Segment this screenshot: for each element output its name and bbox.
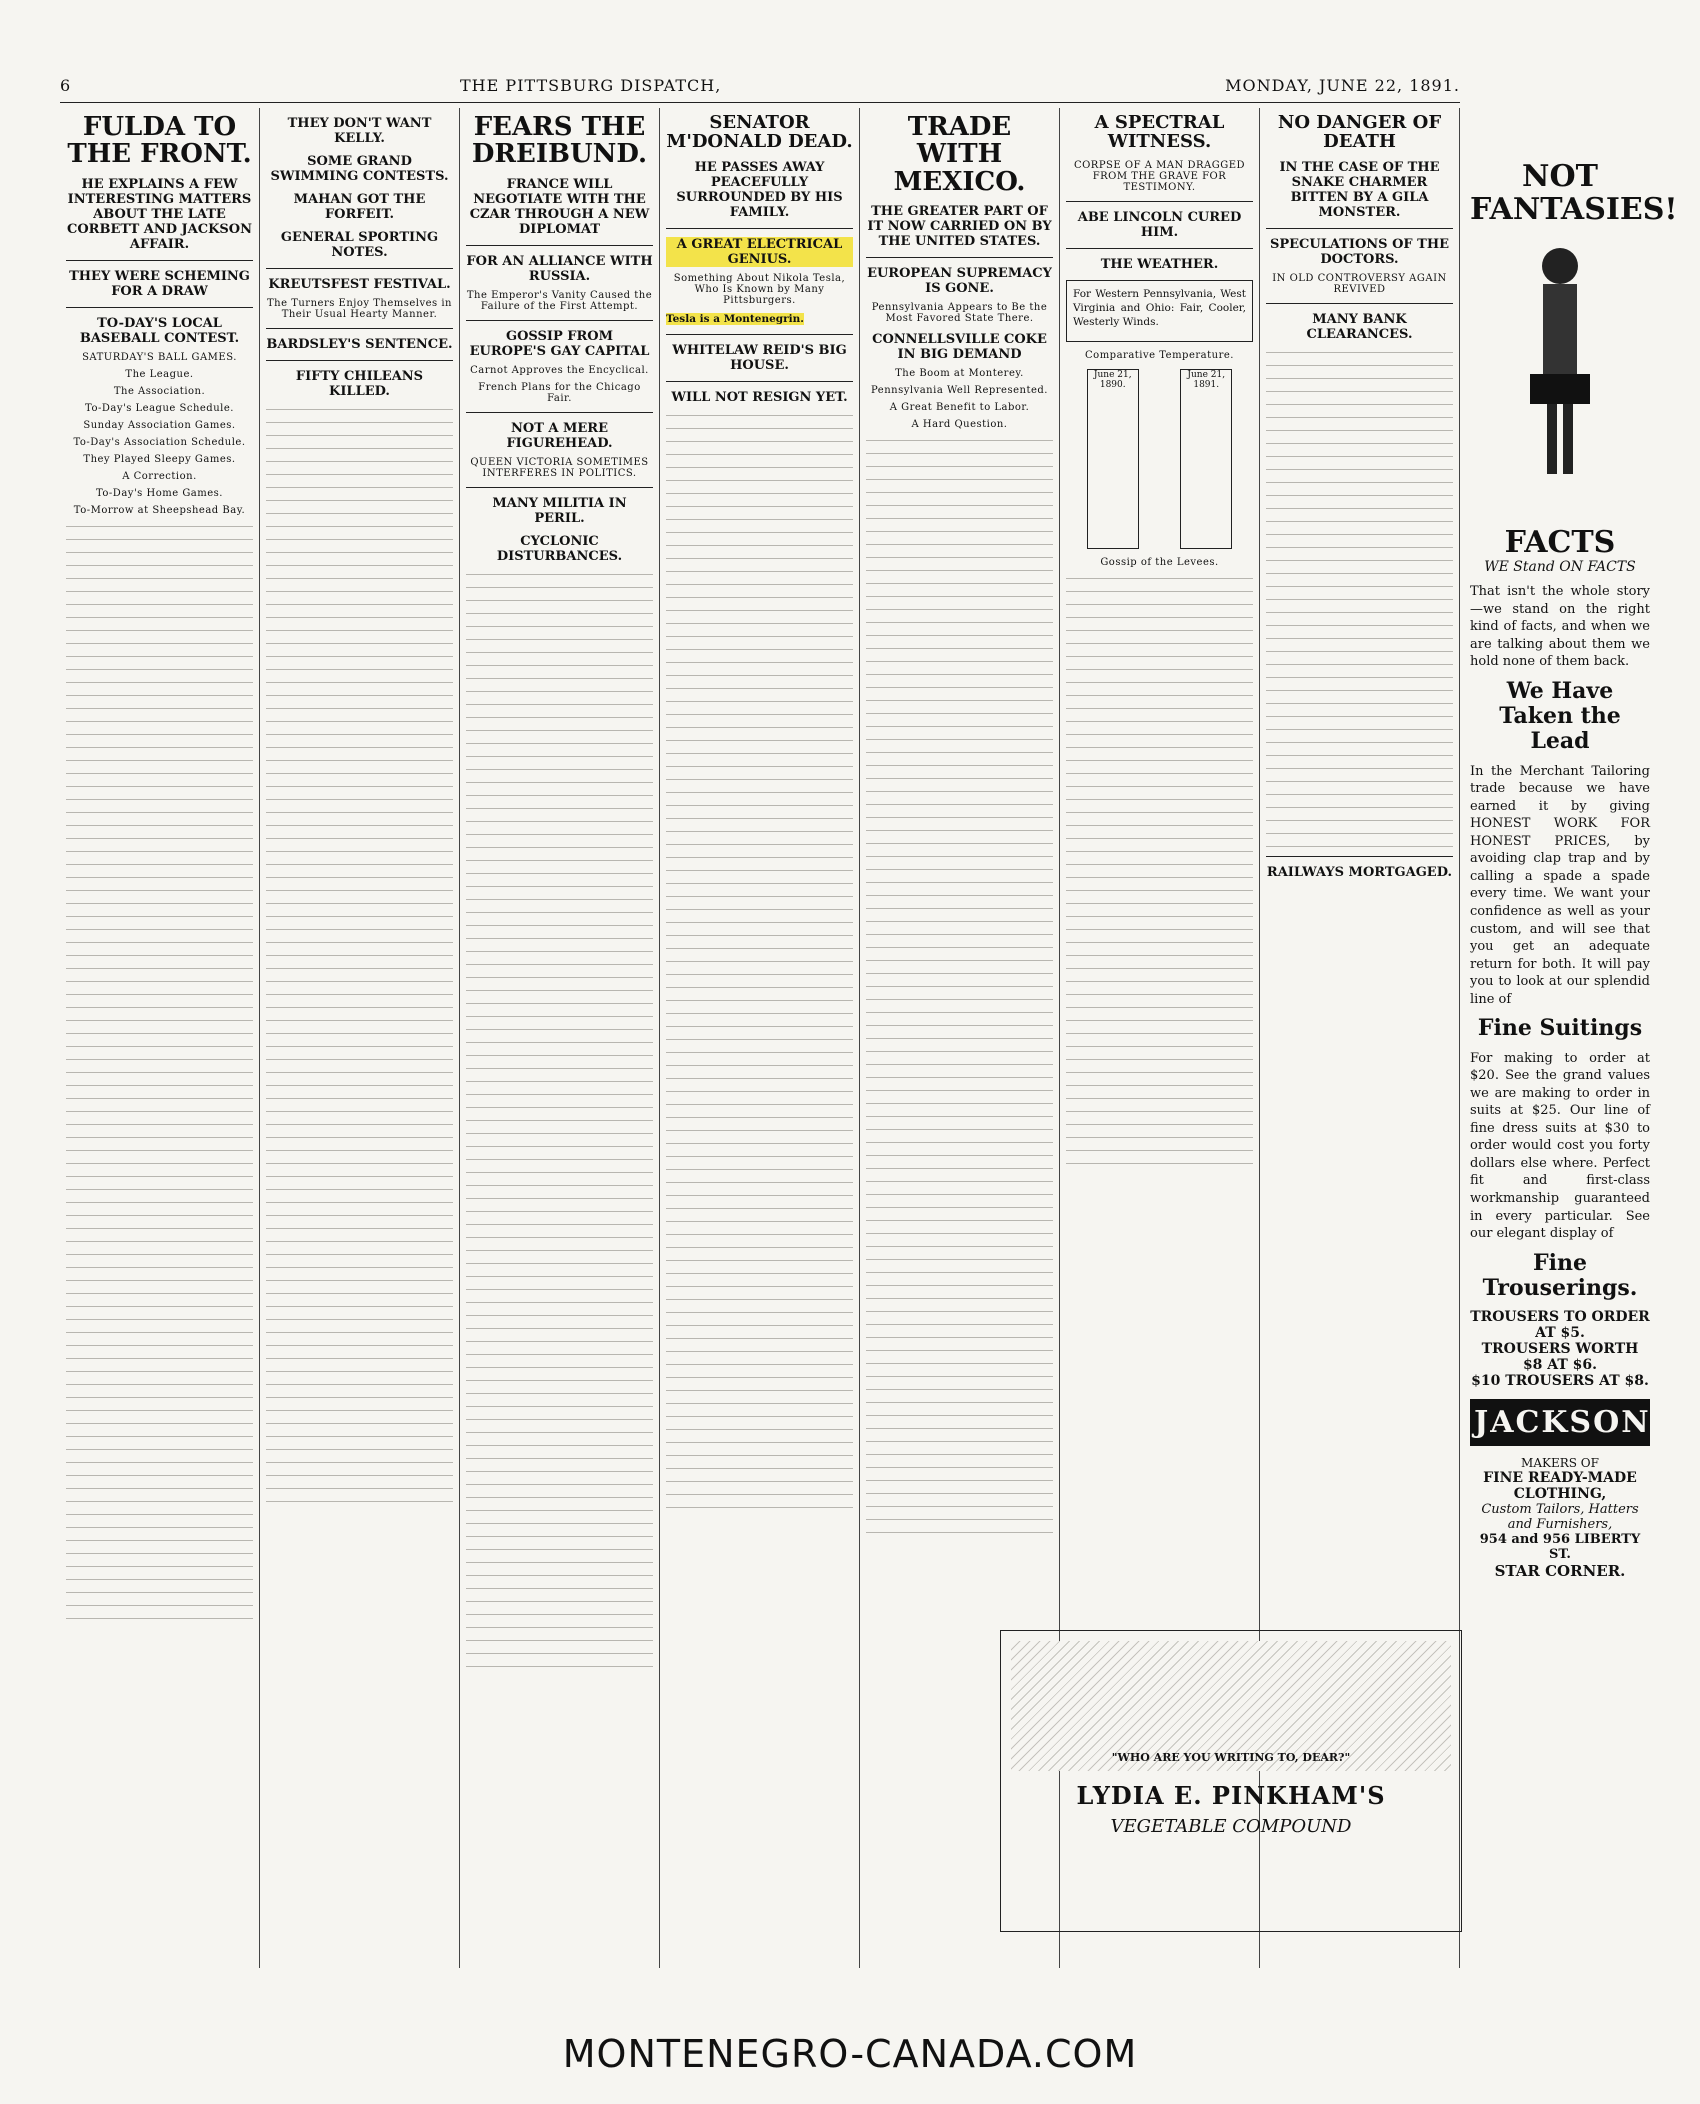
section-heading: MANY MILITIA IN PERIL. bbox=[492, 495, 627, 526]
ad-trouser-offer-1: TROUSERS TO ORDER AT $5. bbox=[1470, 1309, 1650, 1342]
article-heading: FEARS THE DREIBUND. bbox=[471, 112, 648, 170]
pinkham-name: LYDIA E. PINKHAM'S bbox=[1076, 1781, 1386, 1810]
section-heading: KREUTSFEST FESTIVAL. bbox=[268, 277, 451, 292]
section-heading: To-Day's Home Games. bbox=[96, 487, 223, 499]
article-heading: FULDA TO THE FRONT. bbox=[67, 112, 252, 170]
section-heading: RAILWAYS MORTGAGED. bbox=[1266, 864, 1453, 880]
article-subhead: IN THE CASE OF THE SNAKE CHARMER BITTEN BY A GILA MONSTER. bbox=[1279, 159, 1440, 220]
section-heading: To-Morrow at Sheepshead Bay. bbox=[73, 504, 246, 516]
section-heading: The League. bbox=[125, 368, 194, 380]
section-heading: CYCLONIC DISTURBANCES. bbox=[496, 533, 623, 564]
ad-fantasies: FANTASIES! bbox=[1470, 192, 1678, 227]
article-subhead: CORPSE OF A MAN DRAGGED FROM THE GRAVE FOR TESTIMONY. bbox=[1073, 159, 1246, 193]
section-heading: A Hard Question. bbox=[911, 418, 1008, 430]
body-text-block bbox=[666, 411, 853, 1511]
section-heading: Carnot Approves the Encyclical. bbox=[470, 364, 649, 376]
pinkham-caption: "WHO ARE YOU WRITING TO, DEAR?" bbox=[1111, 1751, 1351, 1764]
article-subhead: FRANCE WILL NEGOTIATE WITH THE CZAR THROUGH A NEW DIPLOMAT bbox=[469, 176, 650, 237]
article-subhead: THE GREATER PART OF IT NOW CARRIED ON BY THE UNITED STATES. bbox=[867, 203, 1052, 249]
section-heading: To-Day's Association Schedule. bbox=[73, 436, 246, 448]
column-1 bbox=[60, 108, 260, 1968]
ad-address: 954 and 956 LIBERTY ST. bbox=[1479, 1532, 1641, 1563]
ad-tailors: Custom Tailors, Hatters and Furnishers, bbox=[1481, 1502, 1639, 1533]
watermark-text: MONTENEGRO-CANADA.COM bbox=[562, 2032, 1138, 2076]
article-heading: A SPECTRAL WITNESS. bbox=[1094, 112, 1225, 152]
section-heading: French Plans for the Chicago Fair. bbox=[478, 381, 641, 404]
tailor-figure-illustration bbox=[1485, 236, 1635, 516]
thermometer-1890 bbox=[1087, 369, 1139, 549]
section-heading: WHITELAW REID'S BIG HOUSE. bbox=[672, 342, 847, 373]
section-heading: SATURDAY'S BALL GAMES. bbox=[82, 351, 237, 363]
article-subhead: FOR AN ALLIANCE WITH RUSSIA. bbox=[466, 253, 653, 284]
body-text-block bbox=[1266, 348, 1453, 848]
section-heading: BARDSLEY'S SENTENCE. bbox=[266, 337, 453, 352]
section-heading: NOT A MERE FIGUREHEAD. bbox=[506, 420, 613, 451]
ad-intro: That isn't the whole story—we stand on the right kind of facts, and when we are talking about them we hold none of them back. bbox=[1470, 584, 1650, 670]
section-heading: To-Day's League Schedule. bbox=[85, 402, 234, 414]
article-heading: NO DANGER OF DEATH bbox=[1277, 112, 1442, 152]
section-heading: Comparative Temperature. bbox=[1085, 350, 1234, 362]
article-subhead: GENERAL SPORTING NOTES. bbox=[280, 230, 439, 260]
weather-forecast-text: For Western Pennsylvania, West Virginia and Ohio: Fair, Cooler, Westerly Winds. bbox=[1073, 287, 1246, 329]
thermometer-label: June 21, 1891. bbox=[1187, 370, 1226, 391]
page-number: 6 bbox=[60, 76, 72, 95]
article-subhead: HE PASSES AWAY PEACEFULLY SURROUNDED BY HIS FAMILY. bbox=[676, 159, 843, 220]
section-heading: THE WEATHER. bbox=[1100, 256, 1219, 272]
ad-not: NOT bbox=[1522, 159, 1598, 194]
article-subhead: THEY WERE SCHEMING FOR A DRAW bbox=[69, 268, 250, 299]
highlighted-phrase: Tesla is a Montenegrin. bbox=[666, 312, 804, 325]
ad-facts: FACTS bbox=[1504, 525, 1616, 560]
tesla-heading-highlight: A GREAT ELECTRICAL GENIUS. bbox=[666, 237, 853, 267]
man-holding-facts-icon bbox=[1485, 236, 1635, 516]
ad-lead: We Have Taken the Lead bbox=[1499, 677, 1621, 755]
section-heading: The Turners Enjoy Themselves in Their Usual Hearty Manner. bbox=[266, 298, 452, 320]
ad-trouserings: Fine Trouserings. bbox=[1482, 1249, 1638, 1301]
article-subhead: EUROPEAN SUPREMACY IS GONE. bbox=[867, 265, 1052, 296]
ad-corner: STAR CORNER. bbox=[1494, 1562, 1626, 1581]
section-heading: Gossip of the Levees. bbox=[1100, 557, 1219, 569]
article-subhead: SPECULATIONS OF THE DOCTORS. bbox=[1269, 236, 1450, 267]
body-text-block bbox=[466, 570, 653, 1670]
column-4 bbox=[660, 108, 860, 1968]
article-heading: TRADE WITH MEXICO. bbox=[893, 112, 1026, 197]
newspaper-title: THE PITTSBURG DISPATCH, bbox=[460, 76, 722, 95]
article-subhead: The Emperor's Vanity Caused the Failure of the First Attempt. bbox=[466, 289, 653, 312]
body-text-block bbox=[66, 522, 253, 1622]
article-subhead: MAHAN GOT THE FORFEIT. bbox=[293, 192, 426, 222]
article-subhead: HE EXPLAINS A FEW INTERESTING MATTERS ABOUT THE LATE CORBETT AND JACKSON AFFAIR. bbox=[66, 176, 253, 252]
article-subhead: TO-DAY'S LOCAL BASEBALL CONTEST. bbox=[79, 315, 240, 346]
article-subhead: SOME GRAND SWIMMING CONTESTS. bbox=[270, 154, 449, 184]
tesla-paragraph bbox=[666, 312, 853, 326]
section-heading bbox=[666, 237, 853, 267]
weather-forecast bbox=[1066, 280, 1253, 343]
section-heading: FIFTY CHILEANS KILLED. bbox=[295, 369, 424, 399]
body-text-block bbox=[1066, 574, 1253, 1174]
thermometer-1891 bbox=[1180, 369, 1232, 549]
section-heading: A Great Benefit to Labor. bbox=[889, 401, 1030, 413]
section-heading: Sunday Association Games. bbox=[83, 419, 236, 431]
section-heading: The Boom at Monterey. bbox=[895, 367, 1024, 379]
ad-suitings-body: For making to order at $20. See the grand values we are making to order in suits at $25. Our line of fine dress suits at $30 to order would cost you forty dollars else where. Perfect fit and first-class workmanship guaranteed in every particular. See our elegant display of bbox=[1470, 1050, 1650, 1242]
section-heading: QUEEN VICTORIA SOMETIMES INTERFERES IN POLITICS. bbox=[470, 456, 649, 479]
section-heading: They Played Sleepy Games. bbox=[83, 453, 236, 465]
ad-suitings: Fine Suitings bbox=[1477, 1015, 1643, 1042]
issue-date: MONDAY, JUNE 22, 1891. bbox=[1225, 76, 1460, 95]
section-heading: Something About Nikola Tesla, Who Is Known by Many Pittsburgers. bbox=[673, 272, 846, 306]
masthead bbox=[60, 72, 1460, 103]
section-heading: MANY BANK CLEARANCES. bbox=[1306, 311, 1413, 342]
article-heading: SENATOR M'DONALD DEAD. bbox=[666, 112, 853, 152]
body-text-block bbox=[266, 405, 453, 1505]
ad-brand-logo: JACKSONS bbox=[1470, 1399, 1650, 1446]
pinkham-advertisement bbox=[1000, 1630, 1462, 1932]
thermometer-label: June 21, 1890. bbox=[1093, 370, 1132, 391]
ad-clothing: FINE READY-MADE CLOTHING, bbox=[1483, 1470, 1637, 1503]
ad-lead-body: In the Merchant Tailoring trade because we have earned it by giving HONEST WORK FOR HONEST PRICES, by avoiding clap trap and by calling a spade a spade every time. We want your confidence as well as your custom, and will see that you get an adequate return for both. It will pay you to look at our splendid line of bbox=[1470, 763, 1650, 1007]
section-heading: WILL NOT RESIGN YET. bbox=[671, 389, 848, 405]
section-heading: Pennsylvania Well Represented. bbox=[871, 384, 1048, 396]
article-subhead: IN OLD CONTROVERSY AGAIN REVIVED bbox=[1272, 272, 1447, 295]
body-text-block bbox=[866, 436, 1053, 1536]
ad-makers: MAKERS OF bbox=[1521, 1456, 1599, 1471]
article-subhead: CONNELLSVILLE COKE IN BIG DEMAND bbox=[872, 331, 1047, 362]
article-subhead: Pennsylvania Appears to Be the Most Favored State There. bbox=[871, 301, 1048, 324]
section-heading: ABE LINCOLN CURED HIM. bbox=[1077, 209, 1242, 240]
section-heading: A Correction. bbox=[122, 470, 197, 482]
column-2 bbox=[260, 108, 460, 1968]
temperature-chart bbox=[1066, 369, 1253, 549]
article-subhead: GOSSIP FROM EUROPE'S GAY CAPITAL bbox=[469, 328, 650, 359]
article-heading: THEY DON'T WANT KELLY. bbox=[287, 116, 432, 146]
ad-trouser-offer-3: $10 TROUSERS AT $8. bbox=[1471, 1373, 1649, 1390]
jacksons-advertisement bbox=[1470, 159, 1678, 1581]
ad-trouser-offer-2: TROUSERS WORTH $8 AT $6. bbox=[1481, 1341, 1639, 1374]
pinkham-product: VEGETABLE COMPOUND bbox=[1110, 1816, 1352, 1837]
column-3 bbox=[460, 108, 660, 1968]
ad-stand: WE Stand ON FACTS bbox=[1484, 559, 1636, 575]
section-heading: The Association. bbox=[113, 385, 206, 397]
